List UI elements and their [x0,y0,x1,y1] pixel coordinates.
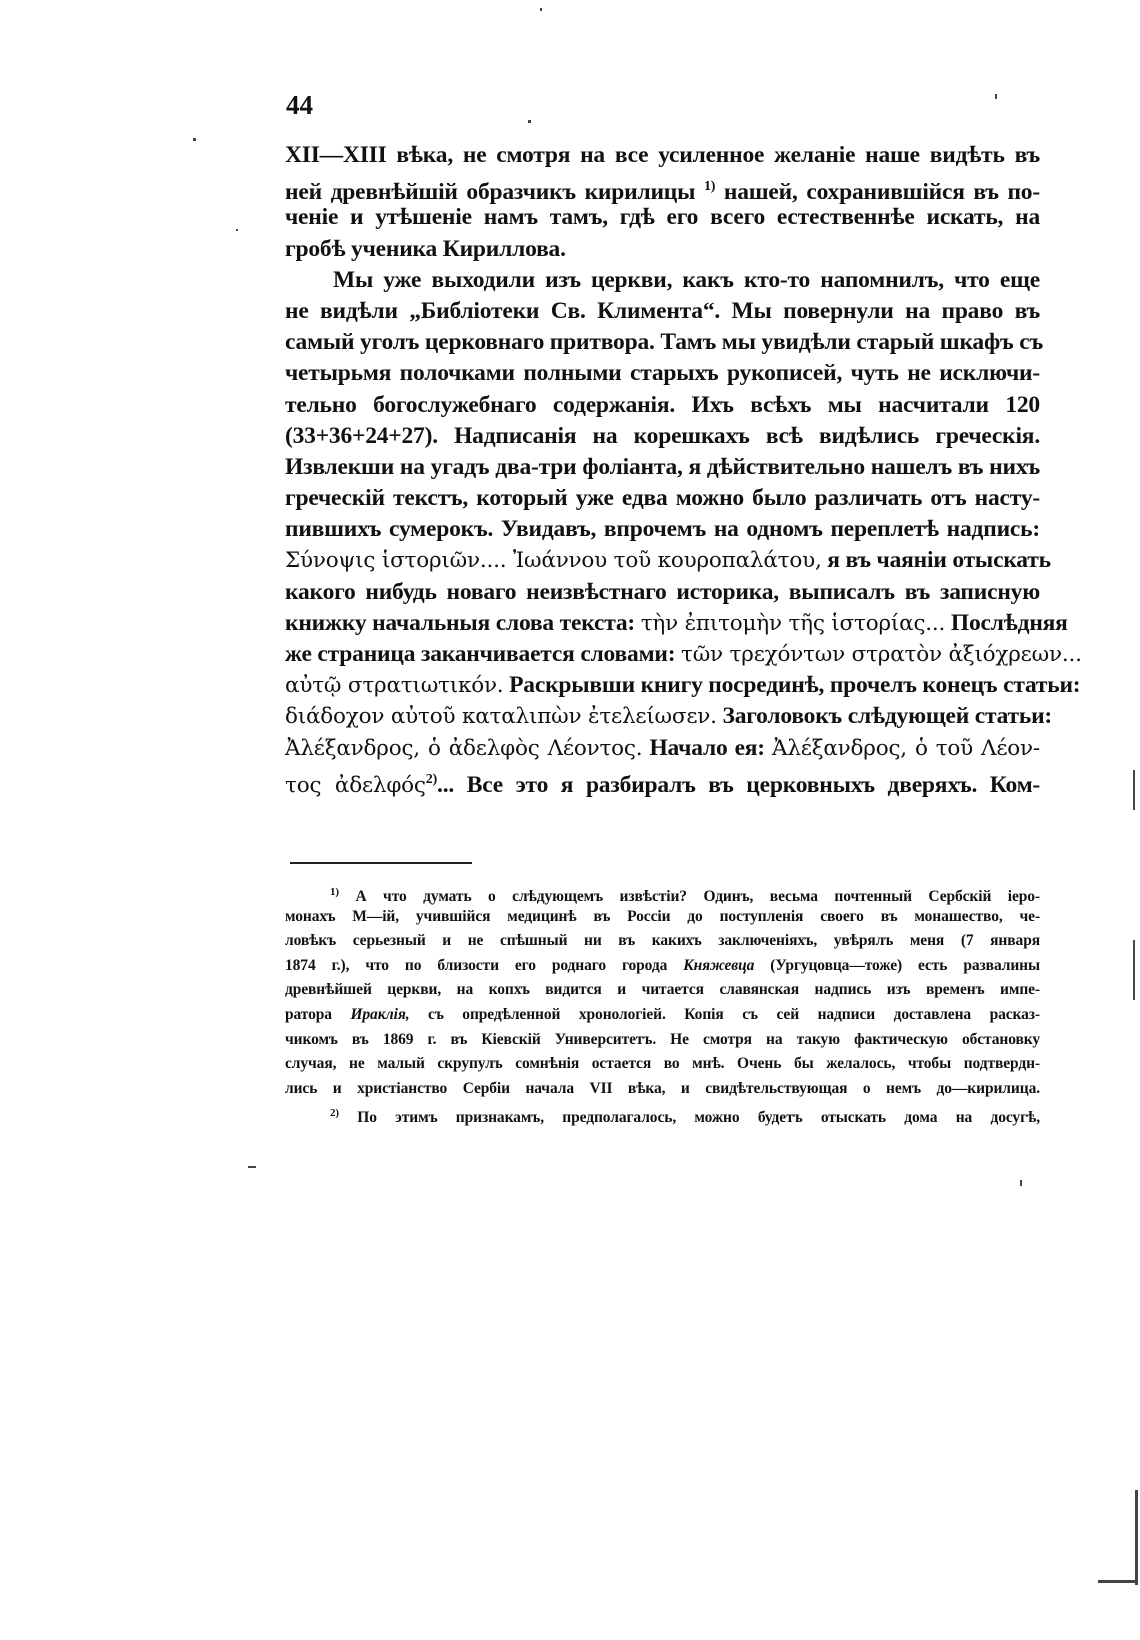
text-line: тельно богослужебнаго содержанія. Ихъ всѣхъ мы насчитали 120 [285,391,1040,418]
footnote-line: монахъ М—ій, учившійся медицинѣ въ Россіи до поступленія своего въ монашество, че- [285,907,1040,925]
text-line: Извлекши на угадъ два-три фоліанта, я дѣйствительно нашелъ въ нихъ [285,453,1040,480]
greek-text: αὐτῷ στρατιωτικόν. [285,673,504,699]
text-line: αὐτῷ στρατιωτικόν. Раскрывши книгу посрединѣ, прочелъ конецъ статьи: [285,672,1081,699]
text-line: гробѣ ученика Кириллова. [285,235,566,262]
text-line: не видѣли „Библіотеки Св. Климента“. Мы повернули на право въ [285,297,1040,324]
footnote-ref: 2) [425,771,438,787]
scan-speck [236,229,238,231]
footnote-line: $^{2)}$ По этимъ признакамъ, предполагалось, можно будетъ отыскать дома на досугѣ, [330,1107,1040,1127]
footnote-line: 1874 г.), что по близости его роднаго города Княжевца (Ургуцовца—тоже) есть развалины [285,956,1040,974]
greek-text: τὴν ἐπιτομὴν τῆς ἱστορίας... [640,610,946,636]
scan-speck [1133,940,1135,1000]
text-line: (33+36+24+27). Надписанія на корешкахъ всѣ видѣлись греческія. [285,422,1040,449]
scan-speck [1133,770,1135,810]
footnote-line: случая, не малый скрупулъ сомнѣнія остается во мнѣ. Очень бы желалось, чтобы подтвердн- [285,1055,1040,1073]
text-line: διάδοχον αὐτοῦ καταλιπὼν ἐτελείωσεν. Заголовокъ слѣдующей статьи: [285,703,1053,730]
text-line: Мы уже выходили изъ церкви, какъ кто-то напомнилъ, что еще [333,266,1040,293]
scan-speck [528,120,531,123]
text-line: греческій текстъ, который уже едва можно было различать отъ насту- [285,485,1040,512]
main-text [285,140,1082,798]
footnote-rule [290,862,472,864]
scan-speck [248,1166,256,1168]
text-line: Ἀλέξανδρος, ὁ ἀδελφὸς Λέοντος. Начало ея: Ἀλέξανδρος, ὁ τοῦ Λέον- [285,734,1040,761]
footnote-line: лись и христіанство Сербіи начала VII вѣка, и свидѣтельствующая о немъ до—кирилица. [285,1079,1040,1097]
footnote-line: $^{1)}$ А что думать о слѣдующемъ извѣстіи? Одинъ, весьма почтенный Сербскій іеро- [330,886,1040,905]
footnote-line: древнѣйшей церкви, на копхъ видится и читается славянская надпись изъ временъ импе- [285,981,1040,999]
footnote-ref: 1) [703,179,716,195]
text-line: самый уголъ церковнаго притвора. Тамъ мы увидѣли старый шкафъ съ [285,329,1043,356]
greek-text: Ἀλέξανδρος, ὁ ἀδελφὸς Λέοντος. [285,735,643,761]
text-line: какого нибудь новаго неизвѣстнаго историка, выписалъ въ записную [285,578,1040,605]
scan-speck [540,8,542,11]
greek-text: τος ἀδελφός [285,772,426,798]
greek-text: διάδοχον αὐτοῦ καταλιπὼν ἐτελείωσεν. [285,704,717,730]
text-line: пившихъ сумерокъ. Увидавъ, впрочемъ на одномъ переплетѣ надпись: [285,516,1040,543]
scan-speck [995,94,997,99]
text-line: же страница заканчивается словами: τῶν τρεχόντων στρατὸν ἀξιόχρεων... [285,641,1082,667]
greek-text: Σύνοψις ἱστοριῶν.... Ἰωάννου τοῦ κουροπαλάτου, [285,548,822,574]
text-line: книжку начальныя слова текста: τὴν ἐπιτομὴν τῆς ἱστορίας... Послѣдняя [285,609,1068,636]
scan-speck [1135,1490,1138,1585]
text-line: Σύνοψις ἱστοριῶν.... Ἰωάννου τοῦ κουροπαλάτου, я въ чаяніи отыскать [285,547,1051,574]
italic-term: Княжевца [683,956,755,974]
scan-speck [1098,1580,1138,1583]
text-line: τος ἀδελφός$^{2)}$... Все это я разбиралъ въ церковныхъ дверяхъ. Ком- [285,771,1041,798]
italic-term: Ираклія, [350,1005,410,1023]
scan-speck [193,138,196,141]
footnote-line: ратора Ираклія, съ опредѣленной хронологіей. Копія съ сей надписи доставлена расказ- [285,1005,1040,1023]
greek-text: Ἀλέξανδρος, ὁ τοῦ Λέον- [772,735,1040,761]
footnote-line: чикомъ въ 1869 г. въ Кіевскій Университетъ. Не смотря на такую фактическую обстановку [285,1030,1040,1048]
footnote-number: 2) [330,1107,339,1120]
text-line: ней древнѣйшій образчикъ кирилицы $^{1)}$ нашей, сохранившійся въ по- [285,179,1040,206]
text-line: XII—XIII вѣка, не смотря на все усиленное желаніе наше видѣть въ [285,142,1040,168]
greek-text: τῶν τρεχόντων στρατὸν ἀξιόχρεων... [681,642,1082,667]
text-line: ченіе и утѣшеніе намъ тамъ, гдѣ его всего естественнѣе искать, на [285,204,1040,231]
page-number: 44 [286,90,313,120]
footnote-line: ловѣкъ серьезный и не спѣшный ни въ какихъ заключеніяхъ, увѣрялъ меня (7 января [285,932,1040,950]
text-line: четырьмя полочками полными старыхъ рукописей, чуть не исключи- [285,360,1040,387]
footnotes [285,880,1040,1126]
footnote-number: 1) [330,886,339,898]
scan-speck [1020,1180,1022,1186]
